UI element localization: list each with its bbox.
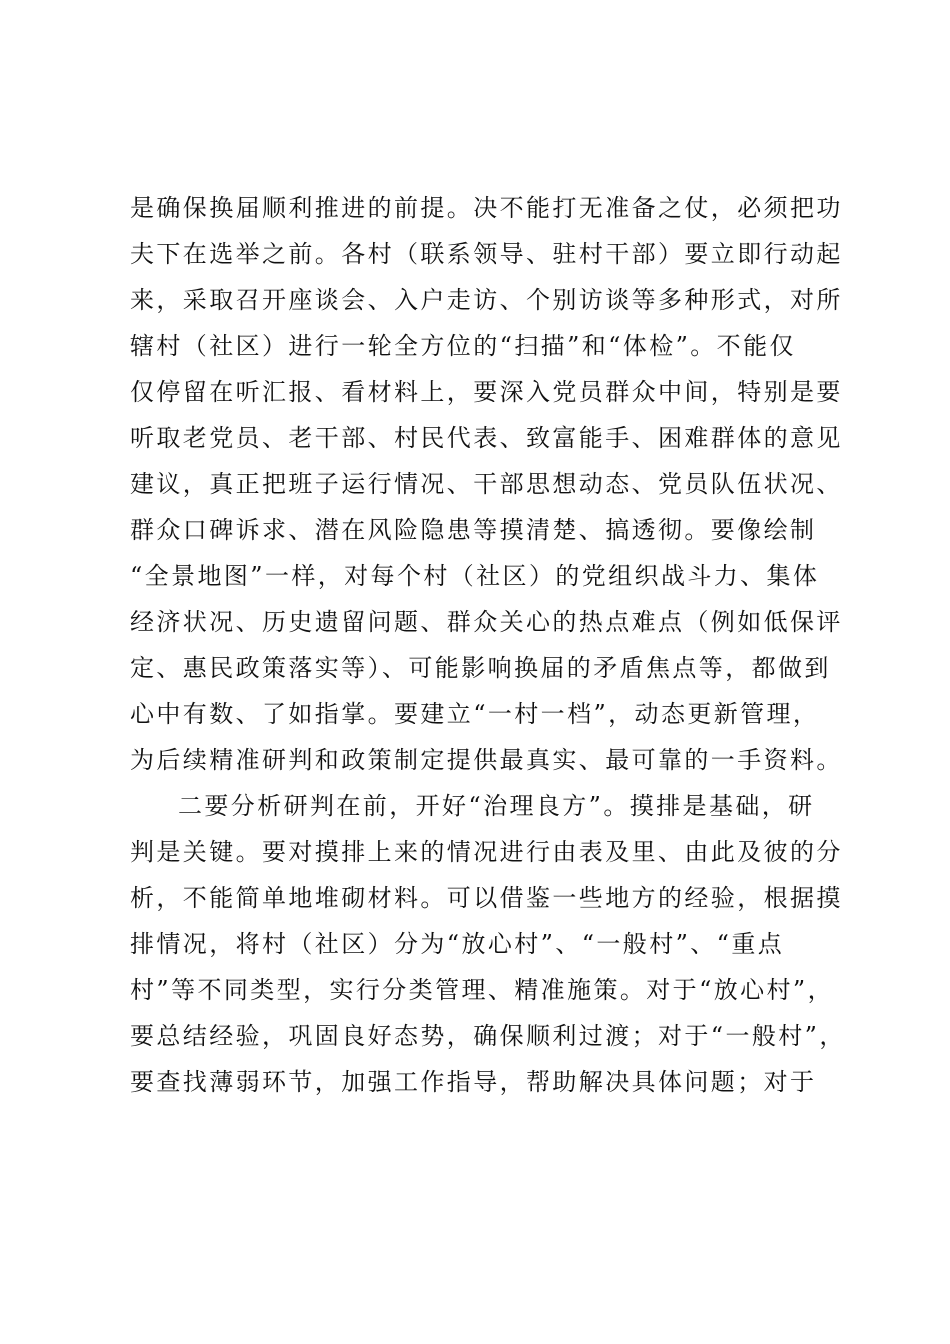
text-line: 夫下在选举之前。各村（联系领导、驻村干部）要立即行动起 bbox=[130, 240, 843, 268]
text-line: 建议，真正把班子运行情况、干部思想动态、党员队伍状况、 bbox=[130, 470, 843, 498]
text-line: 排情况，将村（社区）分为“放心村”、“一般村”、“重点 bbox=[130, 930, 785, 958]
text-line: 辖村（社区）进行一轮全方位的“扫描”和“体检”。不能仅 bbox=[130, 332, 796, 360]
text-line: 判是关键。要对摸排上来的情况进行由表及里、由此及彼的分 bbox=[130, 838, 843, 866]
text-line: 来，采取召开座谈会、入户走访、个别访谈等多种形式，对所 bbox=[130, 286, 843, 314]
text-line: 村”等不同类型，实行分类管理、精准施策。对于“放心村”， bbox=[130, 976, 835, 1004]
text-line: 心中有数、了如指掌。要建立“一村一档”，动态更新管理， bbox=[130, 700, 820, 728]
text-line: 析，不能简单地堆砌材料。可以借鉴一些地方的经验，根据摸 bbox=[130, 884, 843, 912]
text-line: 要总结经验，巩固良好态势，确保顺利过渡；对于“一般村”， bbox=[130, 1022, 846, 1050]
text-line: 要查找薄弱环节，加强工作指导，帮助解决具体问题；对于 bbox=[130, 1068, 817, 1096]
text-line: 是确保换届顺利推进的前提。决不能打无准备之仗，必须把功 bbox=[130, 194, 843, 222]
text-line: 仅停留在听汇报、看材料上，要深入党员群众中间，特别是要 bbox=[130, 378, 843, 406]
text-line: 定、惠民政策落实等）、可能影响换届的矛盾焦点等，都做到 bbox=[130, 654, 831, 682]
text-line: “全景地图”一样，对每个村（社区）的党组织战斗力、集体 bbox=[130, 562, 820, 590]
text-line: 群众口碑诉求、潜在风险隐患等摸清楚、搞透彻。要像绘制 bbox=[130, 516, 817, 544]
text-line: 为后续精准研判和政策制定提供最真实、最可靠的一手资料。 bbox=[130, 746, 843, 774]
text-line: 经济状况、历史遗留问题、群众关心的热点难点（例如低保评 bbox=[130, 608, 843, 636]
text-line: 听取老党员、老干部、村民代表、致富能手、困难群体的意见 bbox=[130, 424, 843, 452]
body-text bbox=[130, 185, 846, 1105]
paragraph-start-line: 二要分析研判在前，开好“治理良方”。摸排是基础，研 bbox=[178, 792, 815, 820]
